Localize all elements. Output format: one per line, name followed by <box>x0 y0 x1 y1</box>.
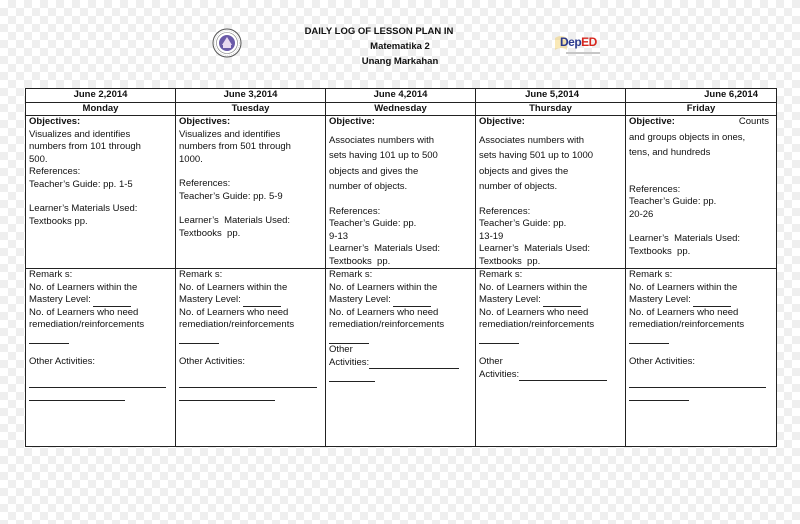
learners-materials-ref: Learner’s Materials Used: <box>29 203 138 214</box>
objective-text: number of objects. <box>329 181 408 192</box>
lesson-plan-table <box>25 88 777 447</box>
objective-text: and groups objects in ones, <box>629 131 746 143</box>
teachers-guide-ref: Teacher’s Guide: pp. 1-5 <box>29 178 133 190</box>
date-cell: June 6,2014 <box>626 89 777 103</box>
remarks-cell-tuesday <box>176 269 326 447</box>
objective-text: tens, and hundreds <box>629 147 711 158</box>
objective-text: 500. <box>29 153 48 165</box>
remediation-blank[interactable] <box>629 334 669 344</box>
remediation-label: No. of Learners who need <box>179 306 289 318</box>
mastery-label: No. of Learners within the <box>329 281 438 293</box>
mastery-level-blank[interactable] <box>93 297 131 307</box>
textbooks-ref: Textbooks pp. <box>629 245 691 257</box>
mastery-label: No. of Learners within the <box>179 281 288 293</box>
teachers-guide-pages: 9-13 <box>329 230 349 242</box>
mastery-level-label: Mastery Level: <box>29 294 91 305</box>
remediation-label: No. of Learners who need <box>479 306 589 318</box>
objective-label: Objective: <box>479 116 525 127</box>
day-cell: Tuesday <box>176 102 326 116</box>
objective-text: sets having 101 up to 500 <box>329 150 438 161</box>
mastery-level-label: Mastery Level: <box>479 294 541 305</box>
textbooks-ref: Textbooks pp. <box>329 255 391 267</box>
mastery-level-label: Mastery Level: <box>179 294 241 305</box>
objective-label: Objective: <box>629 116 675 127</box>
other-activities-label-b: Activities: <box>479 368 520 380</box>
learners-materials-ref: Learner’s Materials Used: <box>629 233 741 244</box>
remarks-label: Remark s: <box>479 269 523 280</box>
other-activities-label: Other Activities: <box>179 356 245 367</box>
remarks-cell-friday <box>626 269 777 447</box>
remediation-blank[interactable] <box>329 334 369 344</box>
mastery-label: No. of Learners within the <box>29 281 138 293</box>
objective-text: Associates numbers with <box>329 134 435 146</box>
other-activities-label-a: Other <box>329 344 353 355</box>
day-cell: Wednesday <box>326 102 476 116</box>
teachers-guide-ref: Teacher’s Guide: pp. 5-9 <box>179 190 283 202</box>
other-activities-label: Other Activities: <box>29 356 95 367</box>
other-activities-blank[interactable] <box>519 371 607 381</box>
other-activities-blank[interactable] <box>329 372 375 382</box>
references-label: References: <box>179 178 231 189</box>
subject-title: Matematika 2 <box>370 41 430 52</box>
date-row <box>26 89 777 103</box>
objective-text: numbers from 101 through <box>29 141 141 152</box>
other-activities-blank[interactable] <box>369 359 459 369</box>
remarks-label: Remark s: <box>179 269 223 280</box>
remediation-label: No. of Learners who need <box>329 306 439 318</box>
remediation-label-2: remediation/reinforcements <box>479 319 595 330</box>
objective-text: sets having 501 up to 1000 <box>479 150 594 161</box>
date-cell: June 5,2014 <box>476 89 626 103</box>
page-title-block <box>300 24 500 69</box>
objective-text: Visualizes and identifies <box>29 128 131 140</box>
teachers-guide-pages: 13-19 <box>479 230 504 242</box>
remarks-row <box>26 269 777 447</box>
objective-text: Associates numbers with <box>479 134 585 146</box>
remarks-cell-monday <box>26 269 176 447</box>
remediation-label-2: remediation/reinforcements <box>329 319 445 330</box>
references-label: References: <box>329 205 381 217</box>
day-row <box>26 102 777 116</box>
objective-text: objects and gives the <box>479 165 569 177</box>
remediation-label-2: remediation/reinforcements <box>629 319 745 330</box>
remarks-label: Remark s: <box>29 269 73 280</box>
objectives-cell-friday <box>626 116 777 269</box>
deped-logo-text: DepED <box>560 35 597 49</box>
references-label: References: <box>29 166 81 177</box>
date-cell: June 3,2014 <box>176 89 326 103</box>
teachers-guide-ref: Teacher’s Guide: pp. <box>629 196 717 207</box>
other-activities-label-a: Other <box>479 356 503 367</box>
objective-text: Visualizes and identifies <box>179 128 281 140</box>
day-cell: Monday <box>26 102 176 116</box>
other-activities-blank[interactable] <box>179 391 275 401</box>
day-cell: Thursday <box>476 102 626 116</box>
objectives-cell-wednesday <box>326 116 476 269</box>
mastery-label: No. of Learners within the <box>629 281 738 293</box>
other-activities-label-b: Activities: <box>329 356 370 368</box>
mastery-level-blank[interactable] <box>693 297 731 307</box>
other-activities-blank[interactable] <box>629 391 689 401</box>
remediation-label: No. of Learners who need <box>29 306 139 318</box>
mastery-level-label: Mastery Level: <box>629 294 691 305</box>
objectives-cell-tuesday <box>176 116 326 269</box>
teachers-guide-ref: Teacher’s Guide: pp. <box>329 218 417 229</box>
references-label: References: <box>479 205 531 217</box>
quarter-title: Unang Markahan <box>361 56 439 67</box>
objective-text: numbers from 501 through <box>179 141 291 152</box>
remediation-label-2: remediation/reinforcements <box>29 319 145 330</box>
references-label: References: <box>629 183 681 195</box>
day-cell: Friday <box>626 102 777 116</box>
other-activities-blank[interactable] <box>29 378 166 388</box>
date-cell: June 2,2014 <box>26 89 176 103</box>
remarks-cell-wednesday <box>326 269 476 447</box>
objective-label: Objective: <box>329 116 375 127</box>
date-cell: June 4,2014 <box>326 89 476 103</box>
remediation-label: No. of Learners who need <box>629 306 739 318</box>
other-activities-label: Other Activities: <box>629 356 695 367</box>
learners-materials-ref: Learner’s Materials Used: <box>479 243 591 254</box>
remediation-blank[interactable] <box>179 334 219 344</box>
remediation-blank[interactable] <box>29 334 69 344</box>
mastery-level-blank[interactable] <box>243 297 281 307</box>
objectives-row <box>26 116 777 269</box>
remarks-label: Remark s: <box>629 269 673 280</box>
mastery-label: No. of Learners within the <box>479 281 588 293</box>
page-title: DAILY LOG OF LESSON PLAN IN <box>304 26 454 37</box>
textbooks-ref: Textbooks pp. <box>479 255 541 267</box>
remediation-blank[interactable] <box>479 334 519 344</box>
textbooks-ref: Textbooks pp. <box>29 215 88 227</box>
objectives-cell-monday <box>26 116 176 269</box>
learners-materials-ref: Learner’s Materials Used: <box>329 243 441 254</box>
objectives-label: Objectives: <box>29 116 81 127</box>
teachers-guide-ref: Teacher’s Guide: pp. <box>479 218 567 229</box>
objectives-cell-thursday <box>476 116 626 269</box>
other-activities-blank[interactable] <box>629 378 766 388</box>
mastery-level-label: Mastery Level: <box>329 294 391 305</box>
objective-text: Counts <box>738 116 769 127</box>
teachers-guide-pages: 20-26 <box>629 208 654 220</box>
textbooks-ref: Textbooks pp. <box>179 227 241 239</box>
remarks-cell-thursday <box>476 269 626 447</box>
objective-text: 1000. <box>179 153 203 165</box>
mastery-level-blank[interactable] <box>393 297 431 307</box>
other-activities-blank[interactable] <box>179 378 317 388</box>
mastery-level-blank[interactable] <box>543 297 581 307</box>
objective-text: number of objects. <box>479 181 558 192</box>
document-header <box>0 0 800 85</box>
objective-text: objects and gives the <box>329 165 419 177</box>
other-activities-blank[interactable] <box>29 391 125 401</box>
learners-materials-ref: Learner’s Materials Used: <box>179 215 291 226</box>
deped-seal-icon <box>212 28 242 58</box>
objectives-label: Objectives: <box>179 116 231 127</box>
deped-logo-tagline <box>566 52 600 54</box>
remediation-label-2: remediation/reinforcements <box>179 319 295 330</box>
remarks-label: Remark s: <box>329 269 373 280</box>
